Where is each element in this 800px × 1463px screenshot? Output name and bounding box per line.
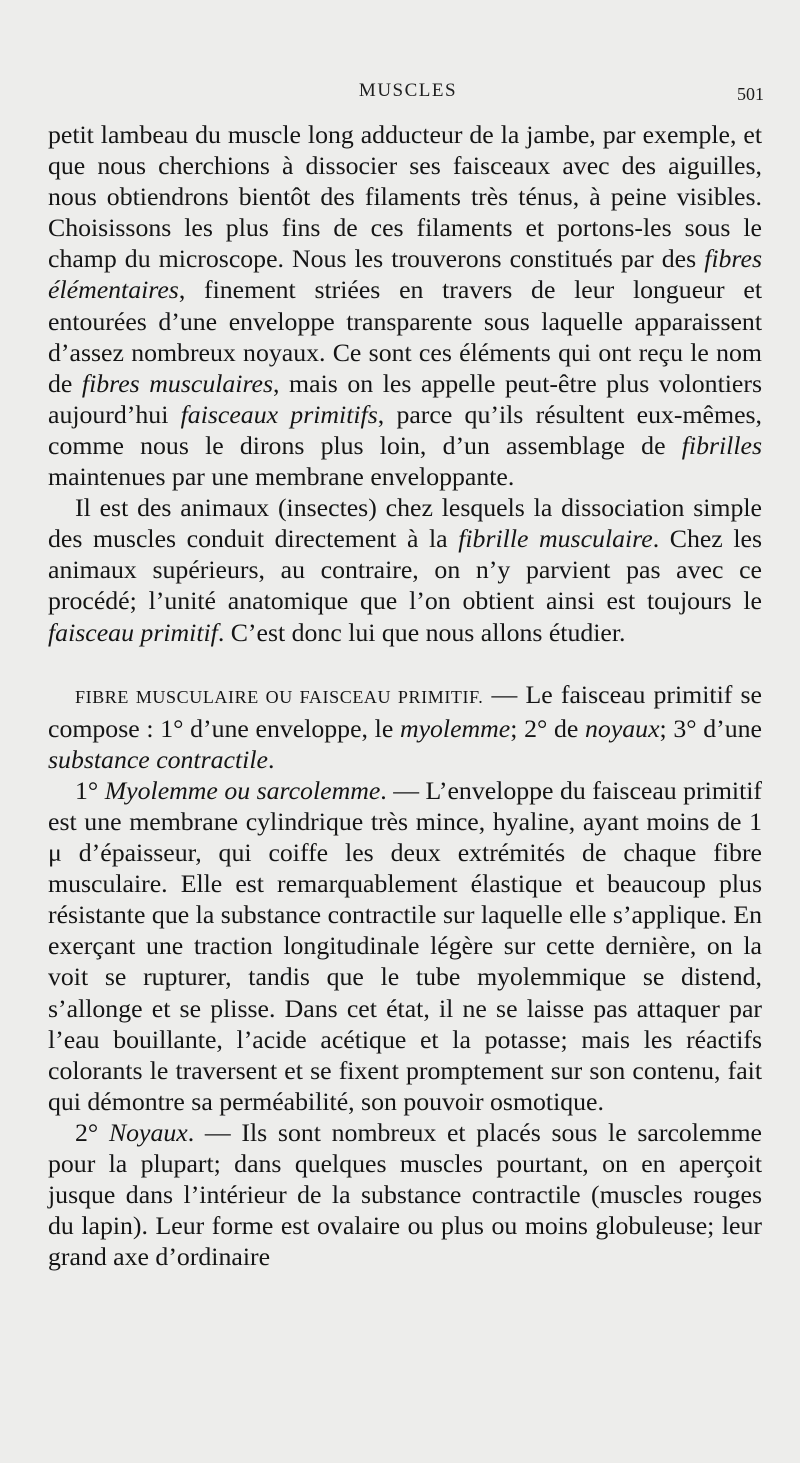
text-run: , parce qu’ils résultent eux-mêmes, comme nous le dirons plus loin, d’un assemblage de xyxy=(48,399,763,460)
running-head: MUSCLES xyxy=(358,80,458,101)
section-heading: FIBRE MUSCULAIRE OU FAISCEAU PRIMITIF. xyxy=(75,686,484,707)
item-number: 2° xyxy=(75,1117,109,1147)
text-run: . — Ils sont nombreux et placés sous le sarcolemme pour la plupart; dans quelques muscles pourtant, on en aperçoit jusque dans l’intérieur de la substance contractile (muscles rouges du lapin). Leur forme est ovalaire ou plus ou moins globuleuse; leur grand axe d’ordinaire xyxy=(48,1117,762,1272)
paragraph-section-heading xyxy=(48,679,762,775)
text-run: petit lambeau du muscle long adducteur de la jambe, par exemple, et que nous cherchions à dissocier ses faisceaux avec des aiguilles, nous obtiendrons bientôt des filaments très ténus, à peine visibles. Choisissons les plus fins de ces filaments et portons-les sous le champ du microscope. Nous les trouverons constitués par des xyxy=(48,120,762,274)
text-run: . xyxy=(267,744,275,774)
text-run: . C’est donc lui que nous allons étudier. xyxy=(217,617,626,647)
paragraph-intro xyxy=(48,119,762,492)
text-run: — Le faisceau primitif se compose : 1° d’une enveloppe, le xyxy=(48,679,762,743)
text-run: ; 2° de xyxy=(510,713,586,743)
page-header xyxy=(48,80,768,110)
subsection-title: Myolemme ou sarcolemme xyxy=(104,775,381,805)
italic-term: fibres musculaires xyxy=(81,368,274,398)
item-number: 1° xyxy=(75,775,105,805)
paragraph-noyaux xyxy=(48,1117,762,1272)
italic-term: fibrilles xyxy=(681,430,762,460)
page-number: 501 xyxy=(737,84,764,104)
italic-term: faisceau primitif xyxy=(48,617,218,647)
text-run: ; 3° d’une xyxy=(659,713,762,743)
text-run: , finement striées en travers de leur longueur et entourées d’une enveloppe transparente sous laquelle apparaissent d’assez nombreux noyaux. Ce sont ces éléments qui ont reçu le nom de xyxy=(48,275,762,398)
italic-term: fibrille musculaire xyxy=(458,524,653,554)
paragraph-insects xyxy=(48,492,762,647)
italic-term: faisceaux primitifs xyxy=(180,399,378,429)
subsection-title: Noyaux xyxy=(108,1117,188,1147)
text-run: Il est des animaux (insectes) chez lesquels la dissociation simple des muscles conduit directement à la xyxy=(48,493,762,554)
text-run: , mais on les appelle peut-être plus volontiers aujourd’hui xyxy=(48,368,762,429)
text-run: maintenues par une membrane enveloppante. xyxy=(48,462,515,492)
italic-term: fibres élémentaires xyxy=(48,244,762,305)
italic-term: substance contractile xyxy=(48,744,268,774)
text-run: . Chez les animaux supérieurs, au contraire, on n’y parvient pas avec ce procédé; l’unité anatomique que l’on obtient ainsi est toujours le xyxy=(48,524,762,616)
italic-term: myolemme xyxy=(399,713,511,743)
italic-term: noyaux xyxy=(585,713,660,743)
paragraph-myolemme xyxy=(48,775,762,1117)
body-text xyxy=(48,119,762,1272)
text-run: . — L’enveloppe du faisceau primitif est une membrane cylindrique très mince, hyaline, ayant moins de 1 μ d’épaisseur, qui coiffe les deux extrémités de chaque fibre musculaire. Elle est remarquablement élastique et beaucoup plus résistante que la substance contractile sur laquelle elle s’applique. En exerçant une traction longitudinale légère sur cette dernière, on la voit se rupturer, tandis que le tube myolemmique se distend, s’allonge et se plisse. Dans cet état, il ne se laisse pas attaquer par l’eau bouillante, l’acide acétique et la potasse; mais les réactifs colorants le traversent et se fixent promptement sur son contenu, fait qui démontre sa perméabilité, son pouvoir osmotique. xyxy=(48,775,762,1116)
